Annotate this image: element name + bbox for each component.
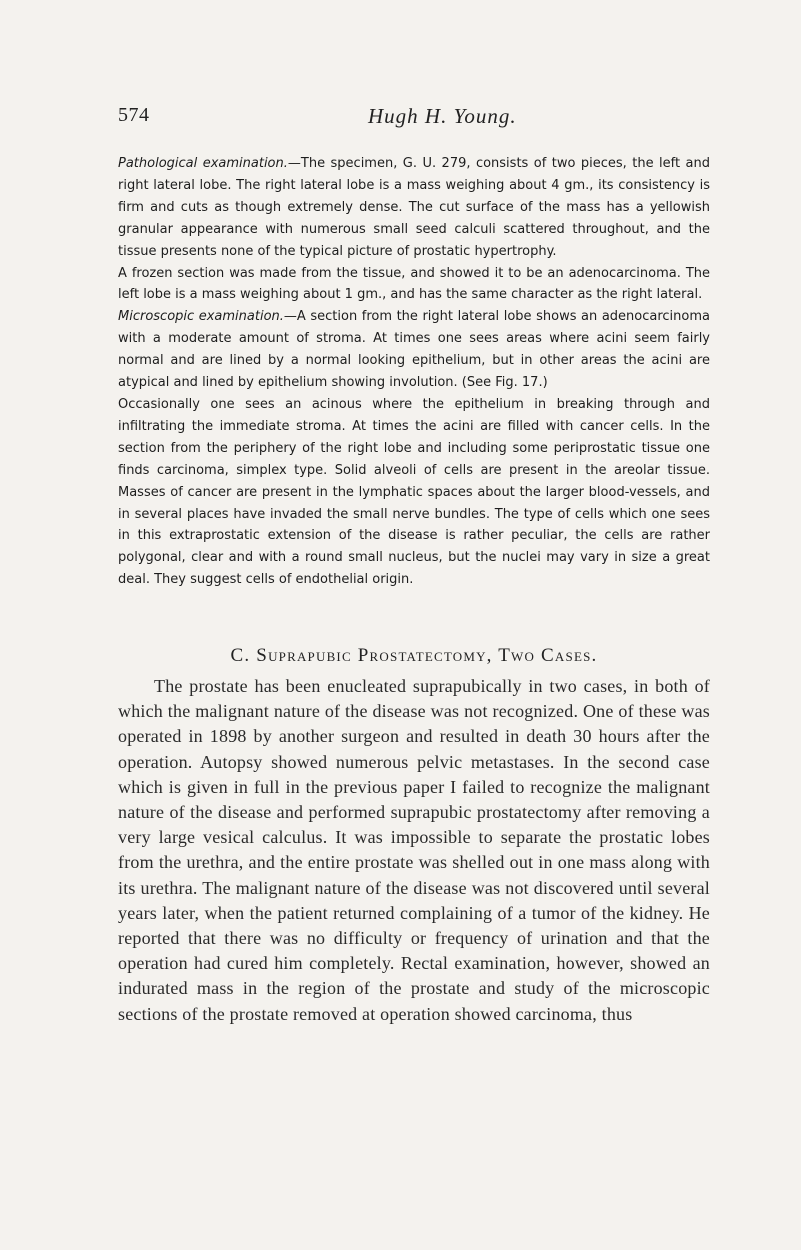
running-head: Hugh H. Young. [368,104,517,128]
pathological-paragraph [118,153,710,263]
pathological-text: —The specimen, G. U. 279, consists of two pieces, the left and right lateral lobe. The right lateral lobe is a mass weighing about 4 gm., its consistency is firm and cuts as though extremely dense. The cut surface of the mass has a yellowish granular appearance with numerous small seed calculi scattered throughout, and the tissue presents none of the typical picture of prostatic hypertrophy. [118,156,711,259]
pathological-lead: Pathological examination. [118,156,288,171]
page-header [118,104,718,136]
main-body-text [118,674,710,1027]
page-number: 574 [118,104,150,126]
microscopic-lead: Microscopic examination. [118,309,284,325]
microscopic-text: —A section from the right lateral lobe shows an adenocarcinoma with a moderate amount of stroma. At times one sees areas where acini seem fairly normal and are lined by a normal looking epithelium, but in other areas the acini are atypical and lined by epithelium showing involution. (See Fig. 17.) [118,309,710,391]
frozen-section-paragraph: A frozen section was made from the tissue, and showed it to be an adenocarcinoma. The left lobe is a mass weighing about 1 gm., and has the same character as the right lateral. [118,265,710,303]
section-heading: C. Suprapubic Prostatectomy, Two Cases. [230,645,598,666]
microscopic-paragraph [118,306,710,394]
case-report-small-print [118,153,710,591]
occasionally-paragraph: Occasionally one sees an acinous where the epithelium in breaking through and infiltrating the immediate stroma. At times the acini are filled with cancer cells. In the section from the periphery of the right lobe and including some periprostatic tissue one finds carcinoma, simplex type. Solid alveoli of cells are present in the areolar tissue. Masses of cancer are present in the lymphatic spaces about the larger blood-vessels, and in several places have invaded the small nerve bundles. The type of cells which one sees in this extraprostatic extension of the disease is rather peculiar, the cells are rather polygonal, clear and with a round small nucleus, but the nuclei may vary in size a great deal. They suggest cells of endothelial origin. [118,396,710,588]
body-paragraph: The prostate has been enucleated suprapubically in two cases, in both of which the malignant nature of the disease was not recognized. One of these was operated in 1898 by another surgeon and resulted in death 30 hours after the operation. Autopsy showed numerous pelvic metastases. In the second case which is given in full in the previous paper I failed to recognize the malignant nature of the disease and performed suprapubic prostatectomy after removing a very large vesical calculus. It was impossible to separate the prostatic lobes from the urethra, and the entire prostate was shelled out in one mass along with its urethra. The malignant nature of the disease was not discovered until several years later, when the patient returned complaining of a tumor of the kidney. He reported that there was no difficulty or frequency of urination and that the operation had cured him completely. Rectal examination, however, showed an indurated mass in the region of the prostate and study of the microscopic sections of the prostate removed at operation showed carcinoma, thus [118,676,710,1024]
